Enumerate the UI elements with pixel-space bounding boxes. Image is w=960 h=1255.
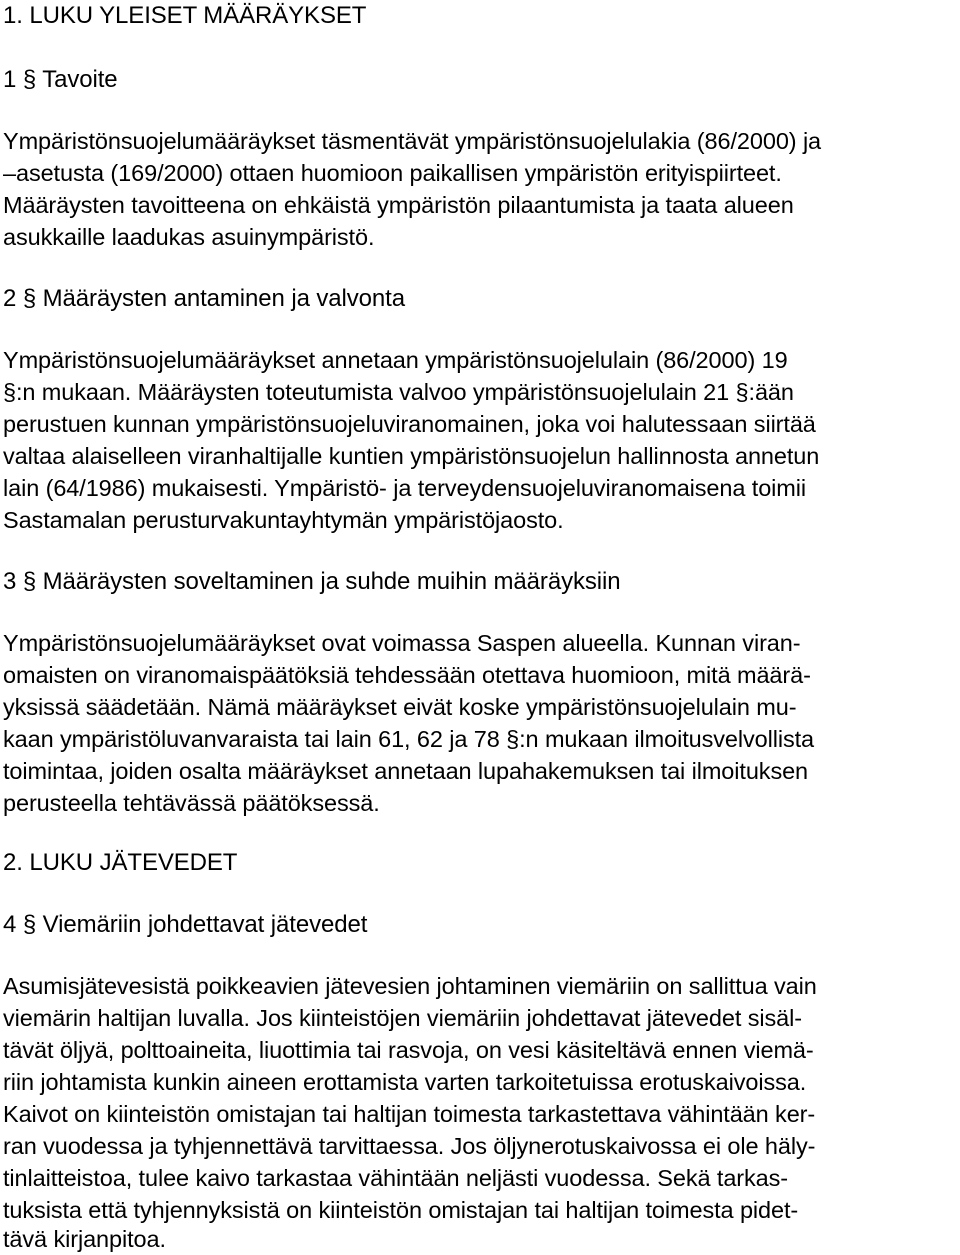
paragraph-line: perustuen kunnan ympäristönsuojeluviranomainen, joka voi halutessaan siirtää — [3, 411, 816, 437]
paragraph-line: perusteella tehtävässä päätöksessä. — [3, 790, 380, 816]
paragraph-line: kaan ympäristöluvanvaraista tai lain 61, 62 ja 78 §:n mukaan ilmoitusvelvollista — [3, 726, 815, 752]
paragraph-line: Ympäristönsuojelumääräykset annetaan ympäristönsuojelulain (86/2000) 19 — [3, 347, 788, 373]
paragraph-line: lain (64/1986) mukaisesti. Ympäristö- ja terveydensuojeluviranomaisena toimii — [3, 475, 807, 501]
paragraph-line: –asetusta (169/2000) ottaen huomioon paikallisen ympäristön erityispiirteet. — [3, 160, 782, 186]
paragraph-line: asukkaille laadukas asuinympäristö. — [3, 224, 375, 250]
chapter-1-title: 1. LUKU YLEISET MÄÄRÄYKSET — [3, 2, 367, 29]
paragraph-line: yksissä säädetään. Nämä määräykset eivät koske ympäristönsuojelulain mu- — [3, 694, 797, 720]
paragraph-line: tinlaitteistoa, tulee kaivo tarkastaa vähintään neljästi vuodessa. Sekä tarkas- — [3, 1165, 789, 1191]
paragraph-line: Ympäristönsuojelumääräykset ovat voimassa Saspen alueella. Kunnan viran- — [3, 630, 801, 656]
paragraph-line: riin johtamista kunkin aineen erottamista varten tarkoitetuissa erotuskaivoissa. — [3, 1069, 807, 1095]
paragraph-line: tävä kirjanpitoa. — [3, 1226, 166, 1252]
paragraph-line: toimintaa, joiden osalta määräykset annetaan lupahakemuksen tai ilmoituksen — [3, 758, 809, 784]
section-3-heading: 3 § Määräysten soveltaminen ja suhde muihin määräyksiin — [3, 568, 621, 595]
paragraph-line: tävät öljyä, polttoaineita, liuottimia tai rasvoja, on vesi käsiteltävä ennen viemä- — [3, 1037, 814, 1063]
paragraph-line: omaisten on viranomaispäätöksiä tehdessään otettava huomioon, mitä määrä- — [3, 662, 811, 688]
paragraph-line: valtaa alaiselleen viranhaltijalle kuntien ympäristönsuojelun hallinnosta annetun — [3, 443, 820, 469]
section-2-heading: 2 § Määräysten antaminen ja valvonta — [3, 285, 405, 312]
chapter-2-title: 2. LUKU JÄTEVEDET — [3, 849, 238, 876]
paragraph-line: §:n mukaan. Määräysten toteutumista valvoo ympäristönsuojelulain 21 §:ään — [3, 379, 794, 405]
paragraph-line: Kaivot on kiinteistön omistajan tai haltijan toimesta tarkastettava vähintään ker- — [3, 1101, 816, 1127]
section-4-heading: 4 § Viemäriin johdettavat jätevedet — [3, 911, 368, 938]
paragraph-line: Asumisjätevesistä poikkeavien jätevesien johtaminen viemäriin on sallittua vain — [3, 973, 817, 999]
paragraph-line: ran vuodessa ja tyhjennettävä tarvittaessa. Jos öljynerotuskaivossa ei ole häly- — [3, 1133, 816, 1159]
paragraph-line: Sastamalan perusturvakuntayhtymän ympäristöjaosto. — [3, 507, 564, 533]
paragraph-line: tuksista että tyhjennyksistä on kiinteistön omistajan tai haltijan toimesta pidet- — [3, 1197, 799, 1223]
paragraph-line: Määräysten tavoitteena on ehkäistä ympäristön pilaantumista ja taata alueen — [3, 192, 794, 218]
paragraph-line: viemärin haltijan luvalla. Jos kiinteistöjen viemäriin johdettavat jätevedet sisäl- — [3, 1005, 802, 1031]
paragraph-line: Ympäristönsuojelumääräykset täsmentävät ympäristönsuojelulakia (86/2000) ja — [3, 128, 822, 154]
section-1-heading: 1 § Tavoite — [3, 66, 118, 93]
